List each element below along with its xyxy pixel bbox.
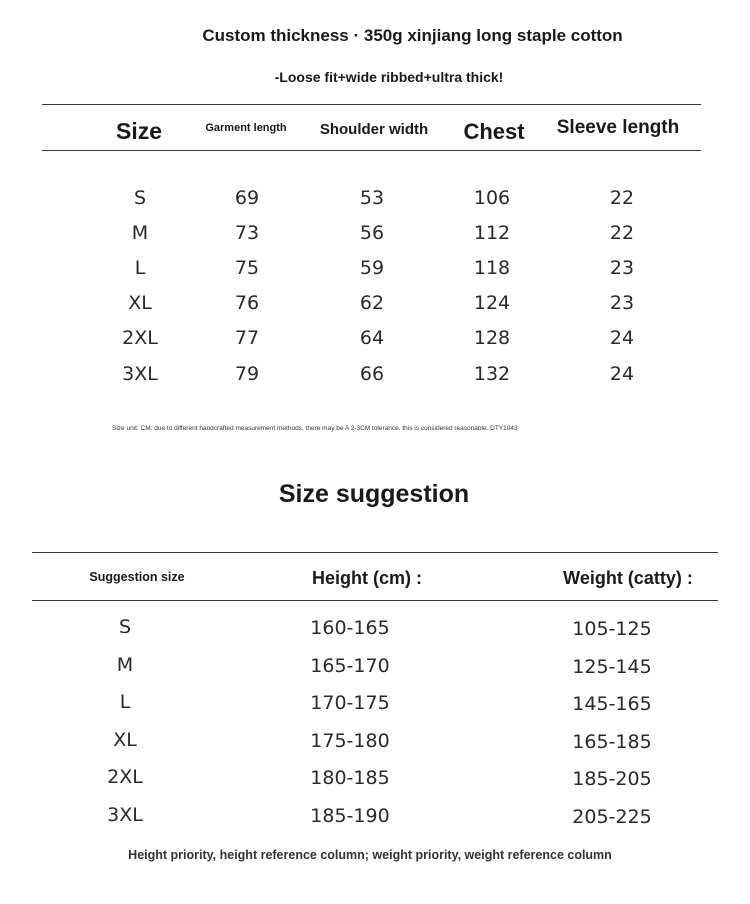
- table-cell: 79: [234, 363, 260, 385]
- table-cell: 62: [359, 292, 385, 314]
- table-cell: 22: [609, 187, 635, 209]
- table-cell: 77: [234, 327, 260, 349]
- table-cell: 124: [473, 292, 511, 314]
- column-header-weight: Weight (catty) :: [563, 568, 693, 588]
- table-cell: 165-185: [572, 731, 652, 753]
- column-header-shoulder-width: Shoulder width: [319, 121, 429, 138]
- column-header-garment-length: Garment length: [205, 122, 287, 134]
- table-cell: 75: [234, 257, 260, 279]
- table-cell: XL: [128, 292, 152, 314]
- column-header-size: Size: [115, 118, 163, 144]
- table-cell: 185-190: [310, 805, 390, 827]
- column-header-suggestion-size: Suggestion size: [89, 570, 185, 584]
- table-cell: 24: [609, 327, 635, 349]
- column-header-sleeve-length: Sleeve length: [556, 117, 680, 138]
- table-cell: 22: [609, 222, 635, 244]
- table-cell: 56: [359, 222, 385, 244]
- table-cell: 132: [473, 363, 511, 385]
- table-cell: 106: [473, 187, 511, 209]
- table-cell: 2XL: [107, 766, 143, 788]
- table-cell: 73: [234, 222, 260, 244]
- table-cell: 170-175: [310, 692, 390, 714]
- table-cell: 175-180: [310, 730, 390, 752]
- table-cell: 180-185: [310, 767, 390, 789]
- table-cell: 66: [359, 363, 385, 385]
- table-cell: 118: [473, 257, 511, 279]
- table-cell: 69: [234, 187, 260, 209]
- table-cell: M: [131, 222, 149, 244]
- column-header-height: Height (cm) :: [312, 568, 422, 588]
- table-cell: 53: [359, 187, 385, 209]
- priority-note: Height priority, height reference column; weight priority, weight reference column: [128, 848, 612, 862]
- table-top-rule: [42, 104, 701, 105]
- table-header-rule: [42, 150, 701, 151]
- table-cell: 64: [359, 327, 385, 349]
- table-cell: 3XL: [122, 363, 158, 385]
- table-cell: 128: [473, 327, 511, 349]
- table-cell: L: [119, 691, 131, 713]
- table-cell: 185-205: [572, 768, 652, 790]
- table-cell: M: [116, 654, 134, 676]
- suggestion-top-rule: [32, 552, 718, 553]
- page-subtitle: -Loose fit+wide ribbed+ultra thick!: [274, 69, 504, 85]
- table-cell: 24: [609, 363, 635, 385]
- table-cell: 125-145: [572, 656, 652, 678]
- table-cell: 112: [473, 222, 511, 244]
- table-cell: 23: [609, 292, 635, 314]
- table-cell: 105-125: [572, 618, 652, 640]
- table-cell: 59: [359, 257, 385, 279]
- column-header-chest: Chest: [463, 119, 525, 144]
- table-cell: 23: [609, 257, 635, 279]
- table-cell: 76: [234, 292, 260, 314]
- table-cell: 160-165: [310, 617, 390, 639]
- table-cell: XL: [113, 729, 137, 751]
- table-cell: 205-225: [572, 806, 652, 828]
- page-title: Custom thickness · 350g xinjiang long staple cotton: [202, 26, 623, 45]
- size-unit-note: Size unit: CM. due to different handcrafted measurement methods, there may be A 2-3CM tolerance. this is considered reasonable. DTY1043: [112, 425, 518, 432]
- table-cell: S: [133, 187, 147, 209]
- table-cell: 145-165: [572, 693, 652, 715]
- table-cell: 165-170: [310, 655, 390, 677]
- table-cell: 2XL: [122, 327, 158, 349]
- section-title: Size suggestion: [278, 480, 470, 508]
- suggestion-header-rule: [32, 600, 718, 601]
- table-cell: S: [118, 616, 132, 638]
- table-cell: L: [134, 257, 146, 279]
- table-cell: 3XL: [107, 804, 143, 826]
